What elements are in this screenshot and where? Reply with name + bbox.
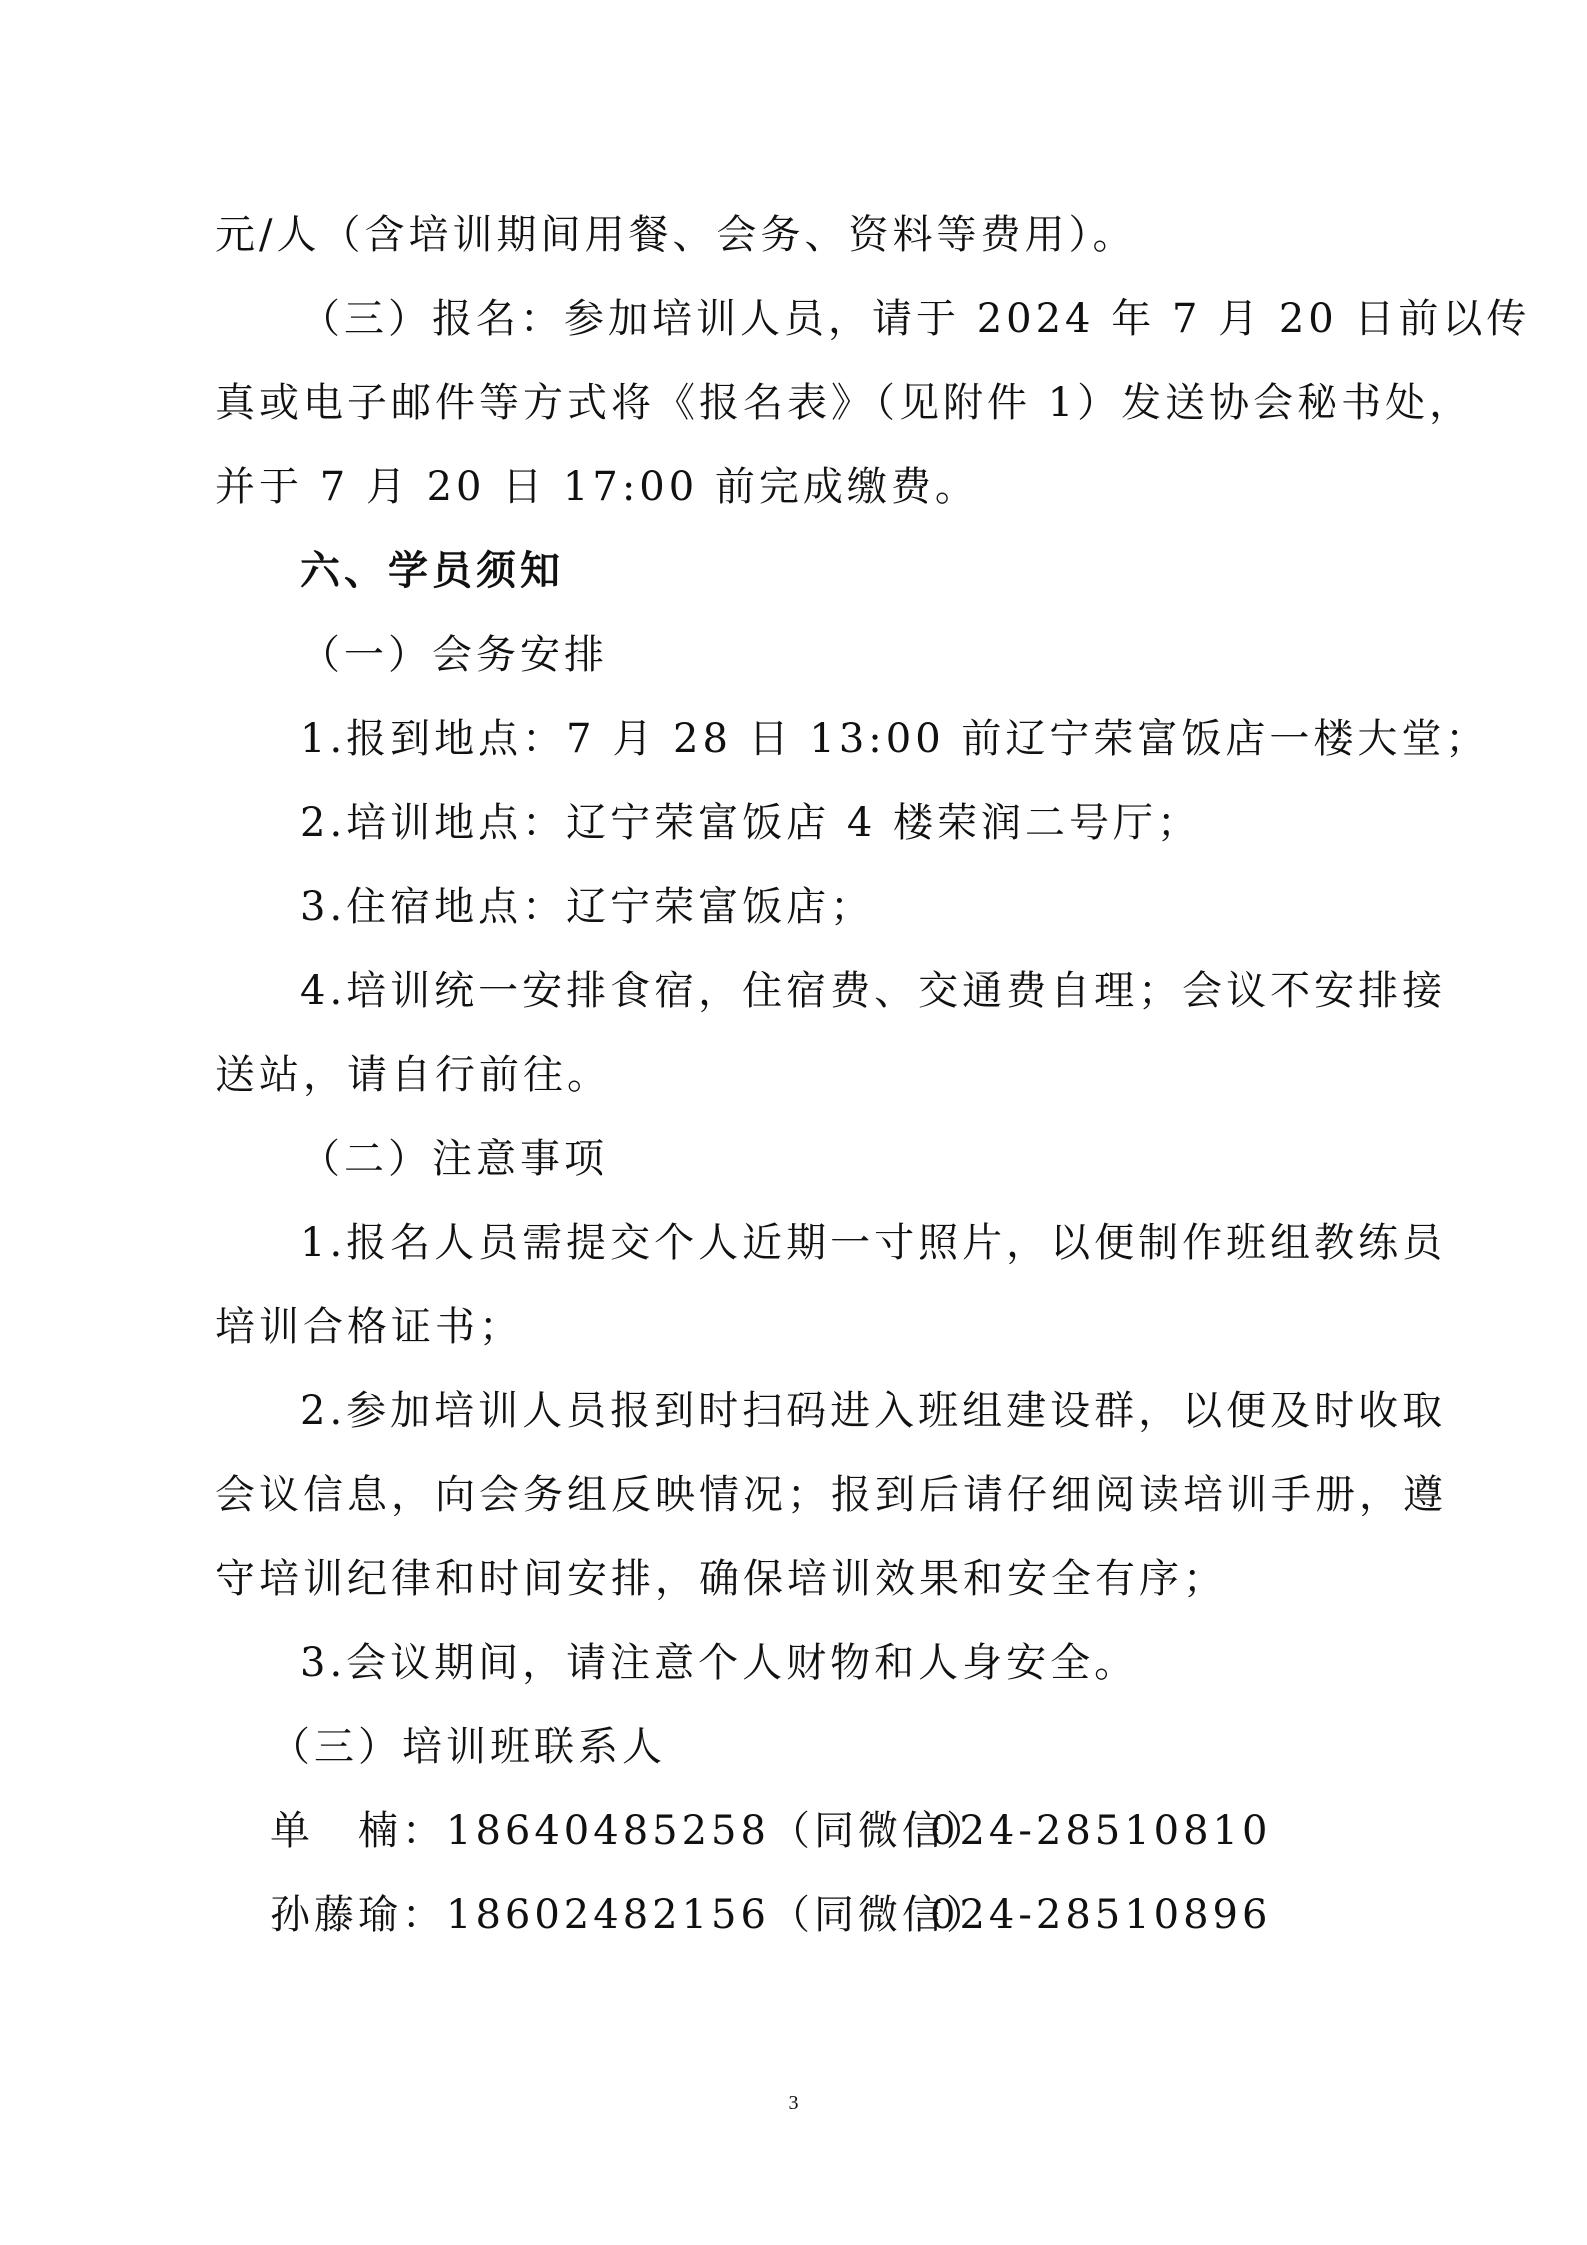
note-group-line-3: 守培训纪律和时间安排，确保培训效果和安全有序； — [215, 1556, 1227, 1602]
subheading-notes: （二）注意事项 — [300, 1136, 608, 1182]
page-number: 3 — [788, 2092, 799, 2114]
contact-mobile: 18602482156（同微信） — [446, 1892, 990, 1938]
note-photo-line-1: 1.报名人员需提交个人近期一寸照片，以便制作班组教练员 — [300, 1220, 1447, 1266]
section-heading-student-notice: 六、学员须知 — [300, 547, 564, 594]
item-meals-transport-line-2: 送站，请自行前往。 — [215, 1052, 611, 1098]
contact-row — [270, 1806, 1270, 1856]
contact-name: 单 楠： — [270, 1808, 446, 1854]
item-accommodation-location: 3.住宿地点：辽宁荣富饭店； — [300, 884, 875, 930]
item-training-location: 2.培训地点：辽宁荣富饭店 4 楼荣润二号厅； — [300, 800, 1202, 846]
registration-line-1: （三）报名：参加培训人员，请于 2024 年 7 月 20 日前以传 — [300, 296, 1531, 342]
note-group-line-1: 2.参加培训人员报到时扫码进入班组建设群，以便及时收取 — [300, 1388, 1447, 1434]
contact-mobile: 18640485258（同微信） — [446, 1808, 990, 1854]
note-photo-line-2: 培训合格证书； — [215, 1304, 523, 1350]
contact-row — [270, 1890, 1270, 1940]
fee-continuation: 元/人（含培训期间用餐、会务、资料等费用）。 — [215, 212, 1137, 258]
contact-phone: 024-28510810 — [930, 1808, 1272, 1854]
note-group-line-2: 会议信息，向会务组反映情况；报到后请仔细阅读培训手册，遵 — [215, 1472, 1447, 1518]
contact-name: 孙藤瑜： — [270, 1892, 446, 1938]
registration-line-2: 真或电子邮件等方式将《报名表》（见附件 1）发送协会秘书处， — [215, 380, 1474, 426]
item-checkin-location: 1.报到地点：7 月 28 日 13:00 前辽宁荣富饭店一楼大堂； — [300, 716, 1490, 762]
subheading-conference-arrangements: （一）会务安排 — [300, 632, 608, 678]
subheading-contacts: （三）培训班联系人 — [270, 1724, 666, 1770]
item-meals-transport-line-1: 4.培训统一安排食宿，住宿费、交通费自理；会议不安排接 — [300, 968, 1447, 1014]
registration-line-3: 并于 7 月 20 日 17:00 前完成缴费。 — [215, 464, 979, 510]
contact-phone: 024-28510896 — [930, 1892, 1272, 1938]
note-safety: 3.会议期间，请注意个人财物和人身安全。 — [300, 1640, 1139, 1686]
